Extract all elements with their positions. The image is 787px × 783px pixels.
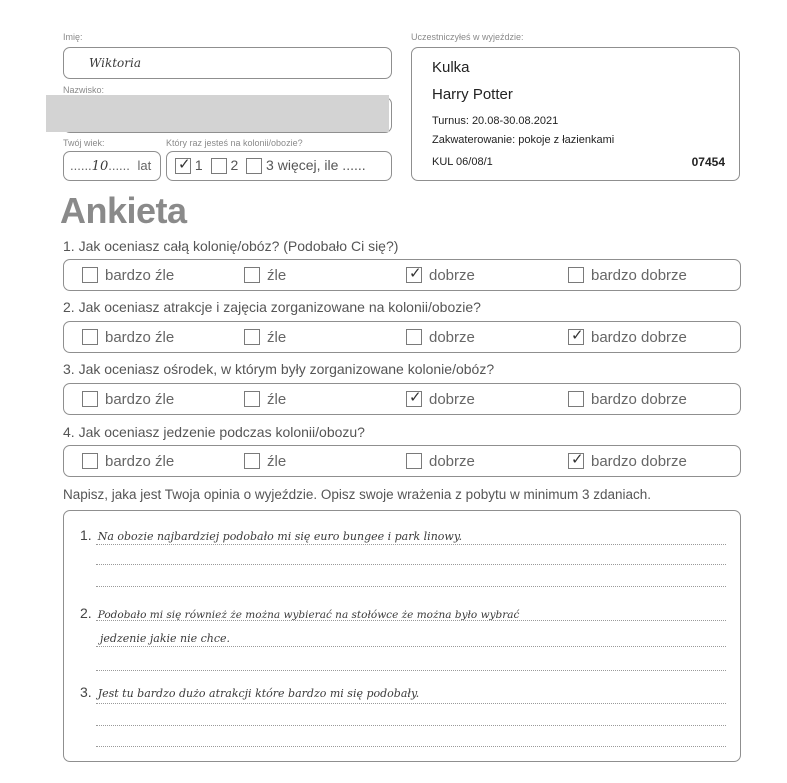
answer-1-line-1: Na obozie najbardziej podobało mi się euro bungee i park linowy. [97, 530, 463, 543]
imie-field[interactable] [63, 47, 392, 79]
check-mark-icon: ✓ [571, 450, 584, 469]
trip-zakwaterowanie: Zakwaterowanie: pokoje z łazienkami [432, 134, 615, 146]
question-2-text: 2. Jak oceniasz atrakcje i zajęcia zorganizowane na kolonii/obozie? [63, 299, 481, 315]
q2-zle-label: źle [267, 329, 287, 346]
question-4-rating [63, 445, 741, 477]
imie-label: Imię: [63, 32, 83, 42]
q4-bardzo-dobrze-label: bardzo dobrze [591, 453, 687, 470]
age-suffix-dots: ...... [108, 158, 130, 173]
q4-bardzo-zle-checkbox[interactable] [82, 453, 98, 469]
q3-bardzo-zle-label: bardzo źle [105, 391, 175, 408]
q2-zle-checkbox[interactable] [244, 329, 260, 345]
q1-bardzo-zle-label: bardzo źle [105, 267, 175, 284]
q1-dobrze-checkbox[interactable] [406, 264, 422, 283]
q2-bardzo-dobrze-label: bardzo dobrze [591, 329, 687, 346]
trip-number: 07454 [691, 155, 725, 169]
ruled-line [96, 725, 726, 726]
q4-bardzo-zle-label: bardzo źle [105, 453, 175, 470]
imie-value: Wiktoria [89, 56, 142, 70]
ktory-raz-label: Który raz jesteś na kolonii/obozie? [166, 138, 303, 148]
q2-bardzo-zle-label: bardzo źle [105, 329, 175, 346]
question-1-rating [63, 259, 741, 291]
age-prefix-dots: ...... [70, 158, 92, 173]
trip-turnus: Turnus: 20.08-30.08.2021 [432, 115, 559, 127]
trip-name: Kulka [432, 59, 470, 76]
answer-3-line-1: Jest tu bardzo dużo atrakcji które bardzo mi się podobały. [97, 687, 420, 700]
redaction-block [46, 95, 389, 132]
q2-bardzo-zle-checkbox[interactable] [82, 329, 98, 345]
q2-bardzo-dobrze-checkbox[interactable] [568, 326, 584, 345]
visit-option-3-label: 3 więcej, ile ...... [266, 157, 366, 173]
q4-zle-label: źle [267, 453, 287, 470]
q3-bardzo-dobrze-label: bardzo dobrze [591, 391, 687, 408]
question-4-text: 4. Jak oceniasz jedzenie podczas kolonii/obozu? [63, 424, 365, 440]
q4-bardzo-dobrze-checkbox[interactable] [568, 450, 584, 469]
question-1-text: 1. Jak oceniasz całą kolonię/obóz? (Podobało Ci się?) [63, 238, 399, 254]
q1-bardzo-dobrze-checkbox[interactable] [568, 267, 584, 283]
age-value: 10 [91, 159, 109, 174]
trip-theme: Harry Potter [432, 86, 513, 103]
check-mark-icon: ✓ [409, 388, 422, 407]
nazwisko-label: Nazwisko: [63, 85, 105, 95]
q1-bardzo-zle-checkbox[interactable] [82, 267, 98, 283]
q1-dobrze-label: dobrze [429, 267, 475, 284]
q4-zle-checkbox[interactable] [244, 453, 260, 469]
question-2-rating [63, 321, 741, 353]
ruled-line [96, 564, 726, 565]
q3-dobrze-checkbox[interactable] [406, 388, 422, 407]
check-mark-icon: ✓ [409, 264, 422, 283]
answer-2-continuation [100, 632, 230, 645]
answer-2-line-2: jedzenie jakie nie chce. [100, 632, 231, 645]
trip-info-box [411, 47, 740, 181]
answer-3 [80, 684, 419, 700]
q3-bardzo-zle-checkbox[interactable] [82, 391, 98, 407]
visit-option-2-checkbox[interactable] [211, 158, 227, 174]
check-mark-icon: ✓ [571, 326, 584, 345]
q3-zle-label: źle [267, 391, 287, 408]
q3-zle-checkbox[interactable] [244, 391, 260, 407]
q1-zle-label: źle [267, 267, 287, 284]
visit-option-2-label: 2 [230, 157, 239, 173]
q4-dobrze-label: dobrze [429, 453, 475, 470]
answer-3-number: 3. [80, 684, 92, 700]
ruled-line [96, 646, 726, 647]
answer-1 [80, 527, 462, 543]
q2-dobrze-checkbox[interactable] [406, 329, 422, 345]
page-title: Ankieta [60, 190, 187, 231]
answer-2-line-1: Podobało mi się również że można wybierać na stołówce że można było wybrać [97, 609, 520, 621]
answer-2 [80, 605, 519, 621]
visit-option-1-checkbox[interactable] [175, 155, 191, 174]
ruled-line [96, 746, 726, 747]
question-3-text: 3. Jak oceniasz ośrodek, w którym były zorganizowane kolonie/obóz? [63, 361, 495, 377]
q1-zle-checkbox[interactable] [244, 267, 260, 283]
check-mark-icon: ✓ [178, 155, 191, 174]
visit-count-field [166, 151, 392, 181]
q3-bardzo-dobrze-checkbox[interactable] [568, 391, 584, 407]
age-unit: lat [137, 158, 152, 173]
wiek-label: Twój wiek: [63, 138, 105, 148]
ruled-line [96, 544, 726, 545]
question-3-rating [63, 383, 741, 415]
ruled-line [96, 586, 726, 587]
q4-dobrze-checkbox[interactable] [406, 453, 422, 469]
age-field[interactable] [63, 151, 161, 181]
visit-option-1-label: 1 [194, 157, 203, 173]
opinion-prompt: Napisz, jaka jest Twoja opinia o wyjeździe. Opisz swoje wrażenia z pobytu w minimum 3 zdaniach. [63, 487, 652, 502]
uczestniczyles-label: Uczestniczyłeś w wyjeździe: [411, 32, 524, 42]
answer-2-number: 2. [80, 605, 92, 621]
answer-1-number: 1. [80, 527, 92, 543]
q2-dobrze-label: dobrze [429, 329, 475, 346]
visit-option-3-checkbox[interactable] [246, 158, 262, 174]
ruled-line [96, 670, 726, 671]
q3-dobrze-label: dobrze [429, 391, 475, 408]
ruled-line [96, 703, 726, 704]
q1-bardzo-dobrze-label: bardzo dobrze [591, 267, 687, 284]
trip-code: KUL 06/08/1 [432, 156, 493, 168]
